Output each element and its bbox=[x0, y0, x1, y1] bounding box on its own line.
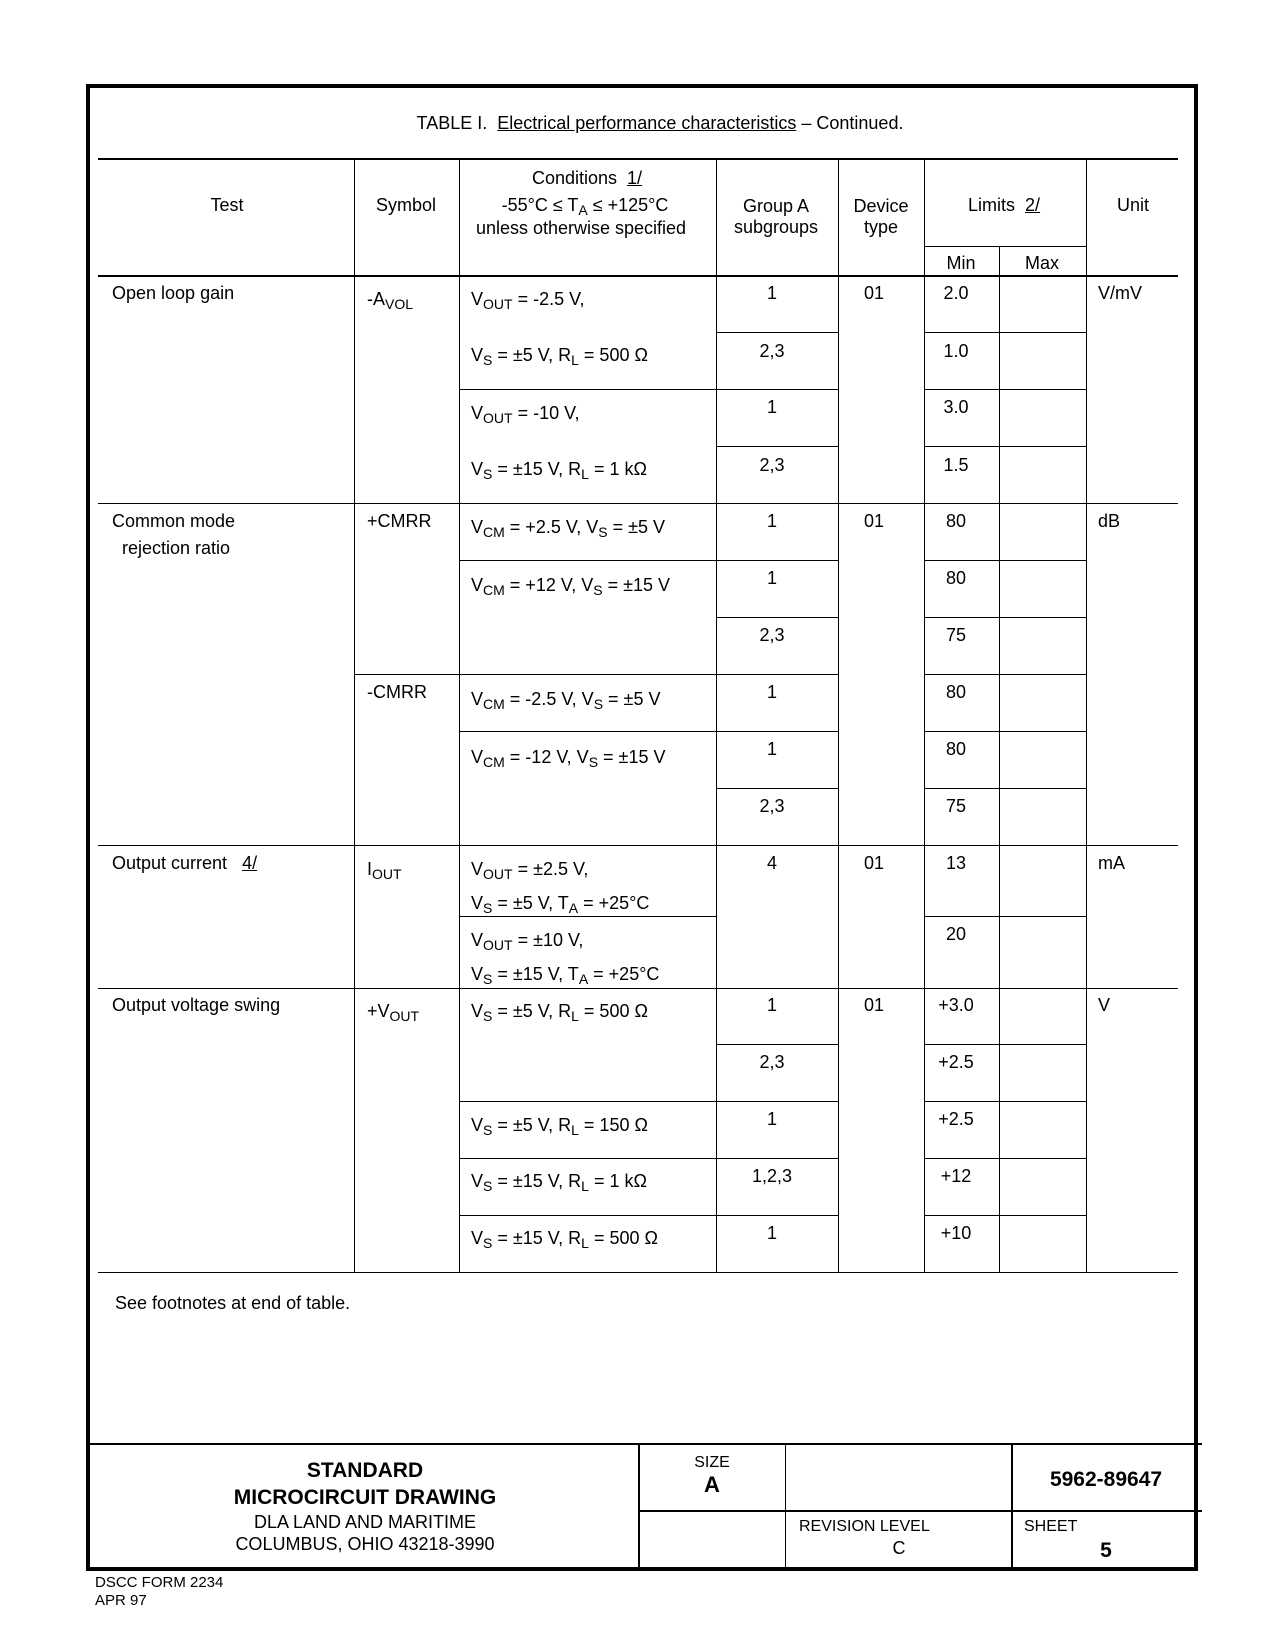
condition: $V_{OUT} = \pm 2.5$ V, bbox=[471, 859, 589, 882]
condition: $V_{OUT} = \pm 10$ V, bbox=[471, 930, 584, 953]
unit: V/mV bbox=[1098, 283, 1143, 303]
limits-subheader-rule bbox=[924, 246, 1086, 247]
limit-min: +3.0 bbox=[938, 995, 974, 1015]
device-type: 01 bbox=[863, 283, 885, 303]
symbol-neg-cmrr: -CMRR bbox=[367, 682, 427, 702]
condition: $V_{CM} = -12$ V, $V_S = \pm 15$ V bbox=[471, 747, 666, 770]
header-max: Max bbox=[1024, 253, 1060, 273]
row-rule bbox=[459, 1158, 838, 1159]
limit-min: 80 bbox=[945, 739, 967, 759]
row-rule bbox=[459, 731, 838, 732]
condition: $V_{OUT} = -2.5$ V, bbox=[471, 289, 585, 312]
title-block-rule bbox=[638, 1443, 640, 1567]
form-date: APR 97 bbox=[95, 1592, 147, 1609]
row-rule bbox=[924, 788, 1086, 789]
condition: $V_S = \pm 15$ V, $R_L = 500$ Ω bbox=[471, 1228, 658, 1251]
subgroup: 2,3 bbox=[759, 1052, 785, 1072]
section-rule bbox=[98, 845, 1178, 846]
header-min: Min bbox=[946, 253, 976, 273]
col-rule bbox=[459, 158, 460, 1272]
subgroup: 1,2,3 bbox=[751, 1166, 793, 1186]
col-rule bbox=[1086, 158, 1087, 1272]
test-cmrr-line2: rejection ratio bbox=[122, 538, 231, 558]
row-rule bbox=[716, 1044, 838, 1045]
limit-min: +12 bbox=[940, 1166, 972, 1186]
condition: $V_S = \pm 5$ V, $R_L = 500$ Ω bbox=[471, 1001, 648, 1024]
test-output-current: Output current 4/ bbox=[112, 853, 258, 873]
limit-min: 2.0 bbox=[943, 283, 969, 303]
row-rule bbox=[354, 674, 838, 675]
test-cmrr: Common mode bbox=[112, 511, 236, 531]
row-rule bbox=[924, 674, 1086, 675]
row-rule bbox=[716, 788, 838, 789]
row-rule bbox=[716, 332, 838, 333]
col-rule bbox=[716, 158, 717, 1272]
table-top-rule bbox=[98, 158, 1178, 160]
condition: $V_{CM} = +2.5$ V, $V_S = \pm 5$ V bbox=[471, 517, 665, 540]
row-rule bbox=[924, 332, 1086, 333]
limit-min: +10 bbox=[940, 1223, 972, 1243]
limit-min: 1.5 bbox=[943, 455, 969, 475]
subgroup: 2,3 bbox=[759, 455, 785, 475]
condition: $V_S = \pm 5$ V, $R_L = 150$ Ω bbox=[471, 1115, 648, 1138]
row-rule bbox=[459, 560, 838, 561]
header-type: type bbox=[863, 217, 899, 237]
col-rule bbox=[354, 158, 355, 1272]
header-group-a: Group A bbox=[742, 196, 810, 216]
row-rule bbox=[924, 617, 1086, 618]
row-rule bbox=[716, 446, 838, 447]
limit-min: 20 bbox=[945, 924, 967, 944]
header-bottom-rule bbox=[98, 275, 1178, 277]
footnote: See footnotes at end of table. bbox=[115, 1293, 351, 1313]
section-rule bbox=[98, 988, 1178, 989]
symbol-avol: $-A_{VOL}$ bbox=[367, 289, 414, 312]
col-rule bbox=[924, 158, 925, 1272]
revision-value: C bbox=[892, 1538, 906, 1558]
drawing-number: 5962-89647 bbox=[1049, 1468, 1163, 1491]
subgroup: 2,3 bbox=[759, 341, 785, 361]
condition: $V_S = \pm 15$ V, $R_L = 1$ kΩ bbox=[471, 1171, 647, 1194]
form-name: DSCC FORM 2234 bbox=[95, 1574, 224, 1591]
table-bottom-rule bbox=[98, 1272, 1178, 1273]
symbol-pos-cmrr: +CMRR bbox=[367, 511, 432, 531]
device-type: 01 bbox=[863, 995, 885, 1015]
subgroup: 1 bbox=[766, 283, 778, 303]
limit-min: 80 bbox=[945, 682, 967, 702]
condition: $V_{OUT} = -10$ V, bbox=[471, 403, 580, 426]
subgroup: 4 bbox=[766, 853, 778, 873]
header-symbol: Symbol bbox=[375, 195, 437, 215]
subgroup: 2,3 bbox=[759, 625, 785, 645]
agency-name: DLA LAND AND MARITIME bbox=[253, 1512, 477, 1532]
limit-min: 1.0 bbox=[943, 341, 969, 361]
title-block-rule bbox=[1011, 1443, 1013, 1567]
row-rule bbox=[459, 916, 716, 917]
header-conditions: Conditions 1/ bbox=[531, 168, 643, 188]
header-temp-range: $-55^\circ C \le T_A \le +125^\circ C$ bbox=[501, 195, 669, 218]
unit: mA bbox=[1098, 853, 1125, 873]
row-rule bbox=[924, 446, 1086, 447]
condition: $V_S = \pm 15$ V, $R_L = 1$ kΩ bbox=[471, 459, 647, 482]
row-rule bbox=[716, 617, 838, 618]
condition: $V_{CM} = -2.5$ V, $V_S = \pm 5$ V bbox=[471, 689, 661, 712]
size-value: A bbox=[704, 1472, 720, 1497]
title-block-rule bbox=[785, 1443, 786, 1567]
header-test: Test bbox=[210, 195, 244, 215]
row-rule bbox=[924, 389, 1086, 390]
sheet-label: SHEET bbox=[1024, 1518, 1078, 1535]
subgroup: 1 bbox=[766, 568, 778, 588]
subgroup: 1 bbox=[766, 739, 778, 759]
test-output-voltage-swing: Output voltage swing bbox=[112, 995, 281, 1015]
col-rule bbox=[999, 246, 1000, 1272]
standard-heading: STANDARD bbox=[306, 1459, 424, 1482]
condition: $V_{CM} = +12$ V, $V_S = \pm 15$ V bbox=[471, 575, 670, 598]
row-rule bbox=[924, 560, 1086, 561]
symbol-iout: $I_{OUT}$ bbox=[367, 859, 402, 882]
row-rule bbox=[459, 389, 838, 390]
subgroup: 1 bbox=[766, 995, 778, 1015]
subgroup: 2,3 bbox=[759, 796, 785, 816]
limit-min: 13 bbox=[945, 853, 967, 873]
condition: $V_S = \pm 5$ V, $R_L = 500$ Ω bbox=[471, 345, 648, 368]
limit-min: 80 bbox=[945, 511, 967, 531]
unit: V bbox=[1098, 995, 1111, 1015]
subgroup: 1 bbox=[766, 1223, 778, 1243]
device-type: 01 bbox=[863, 853, 885, 873]
device-type: 01 bbox=[863, 511, 885, 531]
page-frame bbox=[86, 84, 1198, 1571]
section-rule bbox=[98, 503, 1178, 504]
limit-min: +2.5 bbox=[938, 1052, 974, 1072]
limit-min: 3.0 bbox=[943, 397, 969, 417]
col-rule bbox=[838, 158, 839, 1272]
header-device: Device bbox=[853, 196, 909, 216]
drawing-heading: MICROCIRCUIT DRAWING bbox=[233, 1486, 497, 1509]
test-open-loop-gain: Open loop gain bbox=[112, 283, 235, 303]
row-rule bbox=[924, 1215, 1086, 1216]
subgroup: 1 bbox=[766, 397, 778, 417]
revision-label: REVISION LEVEL bbox=[799, 1518, 930, 1535]
row-rule bbox=[924, 1101, 1086, 1102]
header-unless: unless otherwise specified bbox=[475, 218, 687, 238]
condition: $V_S = \pm 15$ V, $T_A = +25^\circ C$ bbox=[471, 964, 660, 987]
sheet-value: 5 bbox=[1100, 1539, 1112, 1562]
subgroup: 1 bbox=[766, 1109, 778, 1129]
size-label: SIZE bbox=[694, 1454, 730, 1471]
header-unit: Unit bbox=[1116, 195, 1150, 215]
subgroup: 1 bbox=[766, 682, 778, 702]
row-rule bbox=[459, 1215, 838, 1216]
subgroup: 1 bbox=[766, 511, 778, 531]
limit-min: 75 bbox=[945, 796, 967, 816]
limit-min: 80 bbox=[945, 568, 967, 588]
limit-min: +2.5 bbox=[938, 1109, 974, 1129]
header-subgroups: subgroups bbox=[733, 217, 819, 237]
row-rule bbox=[459, 1101, 838, 1102]
limit-min: 75 bbox=[945, 625, 967, 645]
row-rule bbox=[924, 1044, 1086, 1045]
header-limits: Limits 2/ bbox=[967, 195, 1041, 215]
condition: $V_S = \pm 5$ V, $T_A = +25^\circ C$ bbox=[471, 893, 650, 916]
title-block-top-rule bbox=[90, 1443, 1202, 1445]
symbol-vout: $+V_{OUT}$ bbox=[367, 1001, 420, 1024]
row-rule bbox=[924, 1158, 1086, 1159]
title-block-mid-rule bbox=[638, 1510, 1202, 1512]
agency-address: COLUMBUS, OHIO 43218-3990 bbox=[235, 1534, 495, 1554]
table-title: TABLE I. Electrical performance characteristics – Continued. bbox=[416, 113, 904, 133]
unit: dB bbox=[1098, 511, 1121, 531]
row-rule bbox=[924, 731, 1086, 732]
row-rule bbox=[924, 916, 1086, 917]
